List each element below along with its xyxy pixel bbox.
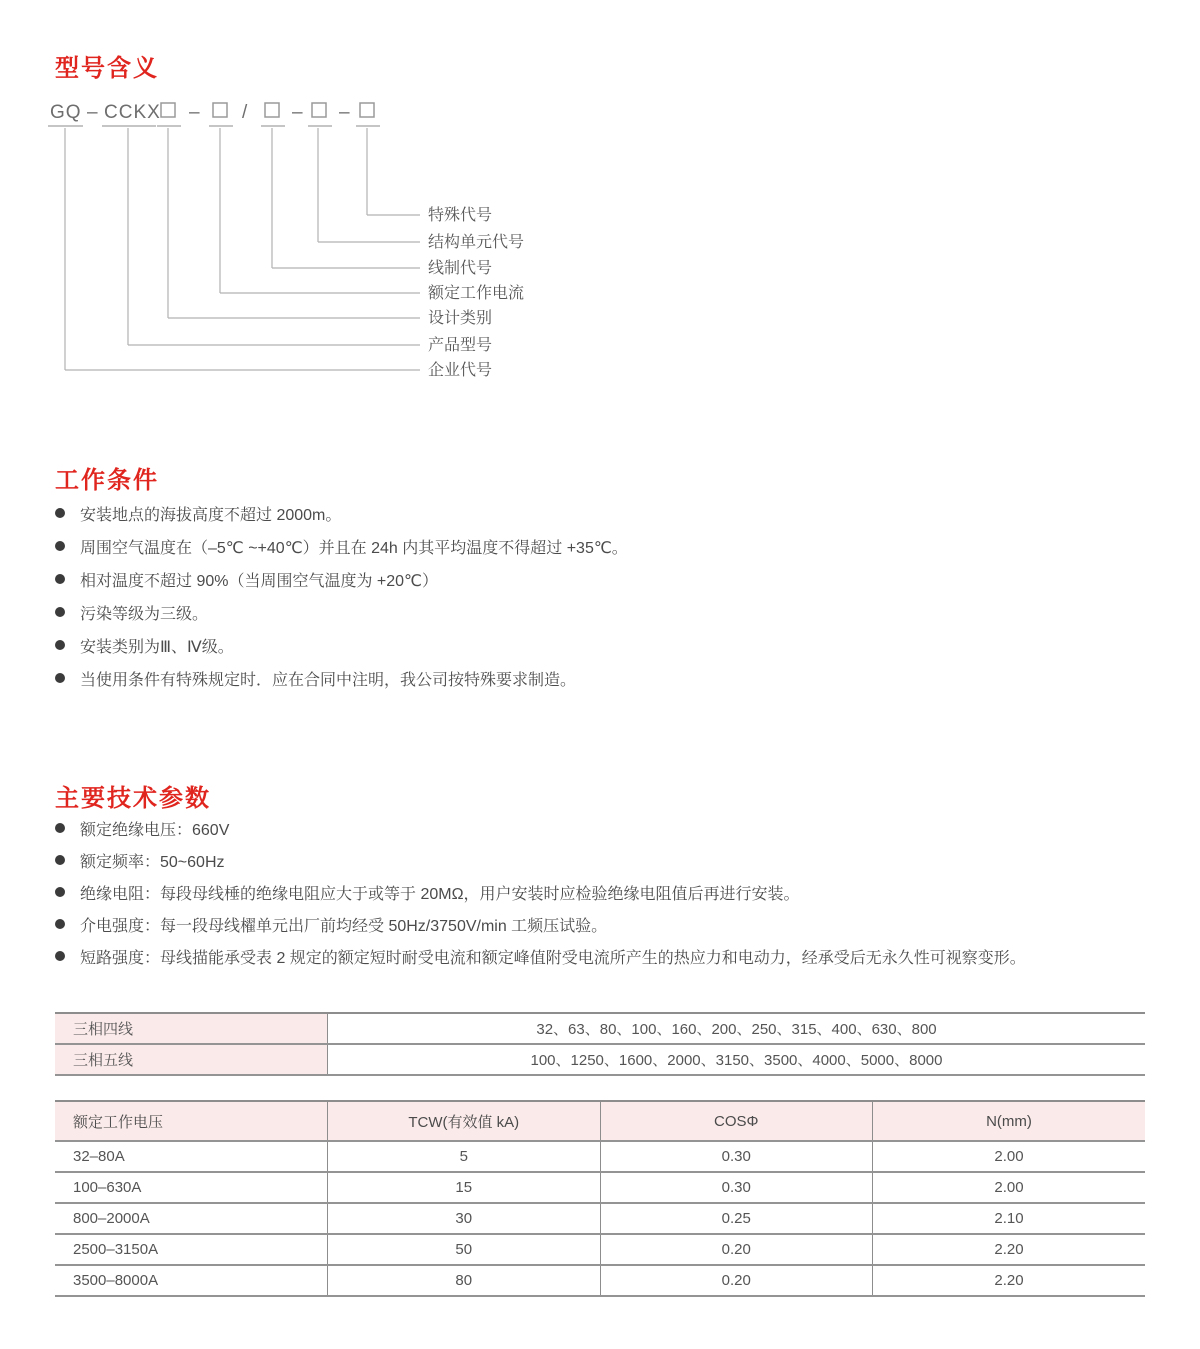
cell: 2.10: [994, 1210, 1024, 1227]
model-code-diagram: [40, 88, 620, 388]
current-values: 32、63、80、100、160、200、250、315、400、630、800: [536, 1021, 937, 1038]
phase-wire-label: 三相五线: [55, 1044, 328, 1075]
list-item: [55, 569, 1155, 589]
header-cos-phi: COSΦ: [600, 1101, 873, 1141]
model-box-wire-system: [265, 103, 279, 117]
param-text: 额定频率：50~60Hz: [80, 853, 225, 871]
cell: 0.20: [600, 1265, 873, 1296]
diagram-label-rated-current: 额定工作电流: [428, 285, 525, 302]
cell: 3500–8000A: [55, 1265, 328, 1296]
list-item: [55, 536, 1155, 556]
table-row: [55, 1203, 1145, 1234]
model-box-current: [213, 103, 227, 117]
diagram-label-special-code: 特殊代号: [428, 207, 493, 224]
bullet-icon: [55, 640, 65, 650]
model-company-code: GQ: [50, 102, 82, 123]
param-text: 额定绝缘电压：660V: [80, 821, 230, 839]
model-box-design: [161, 103, 175, 117]
bullet-icon: [55, 673, 65, 683]
cell: 5: [328, 1141, 601, 1172]
bullet-icon: [55, 919, 65, 929]
cell: 32–80A: [55, 1141, 328, 1172]
bullet-icon: [55, 541, 65, 551]
tech-params-list: [55, 818, 1155, 978]
cell: 0.20: [600, 1234, 873, 1265]
diagram-label-structure-unit-code: 结构单元代号: [428, 234, 525, 251]
bullet-icon: [55, 951, 65, 961]
model-dash: –: [339, 102, 351, 123]
current-values: 100、1250、1600、2000、3150、3500、4000、5000、8000: [530, 1052, 943, 1069]
bullet-icon: [55, 823, 65, 833]
header-tcw: TCW(有效值 kA): [328, 1101, 601, 1141]
list-item: [55, 503, 1155, 523]
cell: 800–2000A: [55, 1203, 328, 1234]
table-row: [55, 1044, 1145, 1075]
table-row: [55, 1013, 1145, 1044]
list-item: [55, 602, 1155, 622]
bullet-icon: [55, 607, 65, 617]
cell: 50: [328, 1234, 601, 1265]
diagram-label-design-category: 设计类别: [428, 310, 493, 327]
table-row: [55, 1172, 1145, 1203]
condition-text: 安装地点的海拔高度不超过 2000m。: [80, 506, 342, 524]
model-dash: –: [87, 102, 99, 123]
condition-text: 安装类别为Ⅲ、Ⅳ级。: [80, 638, 234, 656]
list-item: [55, 946, 1155, 966]
cell: 2.20: [994, 1272, 1024, 1289]
cell: 2.00: [994, 1148, 1024, 1165]
model-dash: –: [189, 102, 201, 123]
list-item: [55, 635, 1155, 655]
section-title-working-conditions: 工作条件: [55, 467, 159, 494]
section-title-model-meaning: 型号含义: [55, 55, 159, 82]
condition-text: 相对温度不超过 90%（当周围空气温度为 +20℃）: [80, 572, 439, 590]
cell: 0.25: [600, 1203, 873, 1234]
phase-wire-label: 三相四线: [55, 1013, 328, 1044]
model-box-structure-unit: [312, 103, 326, 117]
rated-current-table: [55, 1012, 1145, 1076]
cell: 80: [328, 1265, 601, 1296]
cell: 2500–3150A: [55, 1234, 328, 1265]
list-item: [55, 668, 1155, 688]
param-text: 短路强度：母线描能承受表 2 规定的额定短时耐受电流和额定峰值附受电流所产生的热应力和电动力，经承受后无永久性可视察变形。: [80, 949, 1026, 967]
header-rated-voltage: 额定工作电压: [55, 1101, 328, 1141]
table-row: [55, 1234, 1145, 1265]
table-row: [55, 1265, 1145, 1296]
model-dash: –: [292, 102, 304, 123]
bullet-icon: [55, 887, 65, 897]
section-title-tech-params: 主要技术参数: [55, 785, 211, 812]
list-item: [55, 850, 1155, 870]
header-n-mm: N(mm): [873, 1101, 1146, 1141]
diagram-label-wire-system-code: 线制代号: [428, 260, 493, 277]
cell: 15: [328, 1172, 601, 1203]
list-item: [55, 882, 1155, 902]
bullet-icon: [55, 574, 65, 584]
cell: 100–630A: [55, 1172, 328, 1203]
spec-table: [55, 1100, 1145, 1297]
condition-text: 周围空气温度在（–5℃ ~+40℃）并且在 24h 内其平均温度不得超过 +35℃。: [80, 539, 628, 557]
list-item: [55, 914, 1155, 934]
param-text: 介电强度：每一段母线櫂单元出厂前均经受 50Hz/3750V/min 工频压试验。: [80, 917, 608, 935]
list-item: [55, 818, 1155, 838]
connector-lines: [65, 128, 420, 370]
model-product-code: CCKX: [104, 102, 161, 123]
model-box-special: [360, 103, 374, 117]
bullet-icon: [55, 855, 65, 865]
table-row: [55, 1141, 1145, 1172]
condition-text: 当使用条件有特殊规定时．应在合同中注明，我公司按特殊要求制造。: [80, 671, 577, 689]
cell: 2.00: [994, 1179, 1024, 1196]
model-slash: /: [242, 102, 249, 123]
cell: 2.20: [994, 1241, 1024, 1258]
cell: 0.30: [600, 1141, 873, 1172]
bullet-icon: [55, 508, 65, 518]
diagram-label-company-code: 企业代号: [428, 362, 493, 379]
cell: 30: [328, 1203, 601, 1234]
cell: 0.30: [600, 1172, 873, 1203]
diagram-label-product-model: 产品型号: [428, 337, 493, 354]
param-text: 绝缘电阻：每段母线棰的绝缘电阻应大于或等于 20MΩ，用户安装时应检验绝缘电阻值后再进行安装。: [80, 885, 800, 903]
condition-text: 污染等级为三级。: [80, 605, 209, 623]
working-conditions-list: [55, 503, 1155, 701]
table-header-row: [55, 1101, 1145, 1141]
